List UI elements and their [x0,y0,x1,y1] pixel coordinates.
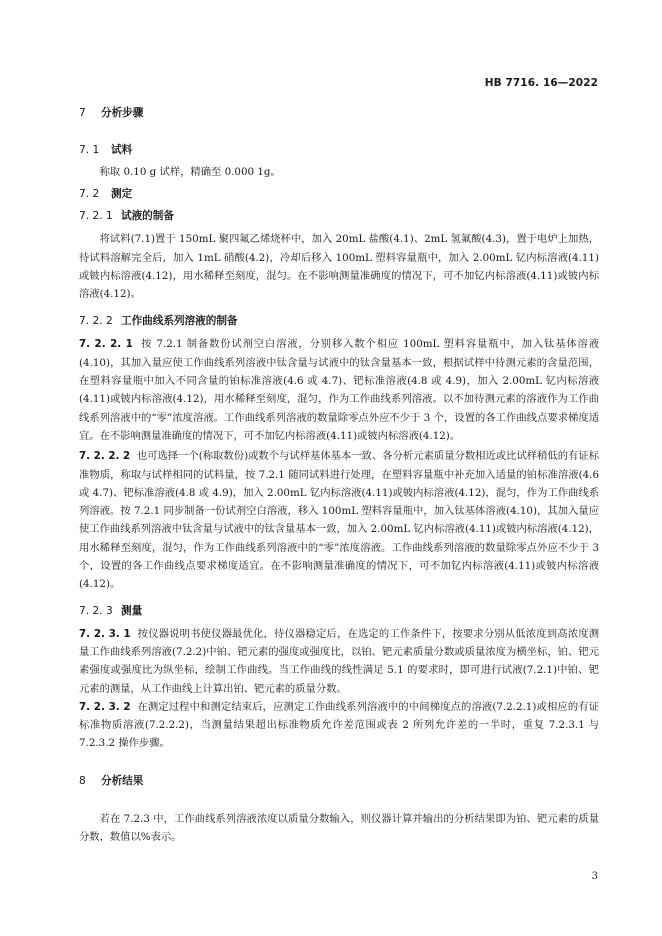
heading-title: 试料 [111,144,133,156]
clause-text: 按仪器说明书使仪器最优化，待仪器稳定后，在选定的工作条件下，按要求分别从低浓度到高浓度测量工作曲线系列溶液(7.2.2)中铂、钯元素的强度或强度比，以铂、钯元素质量分数或质量浓度为横坐标，铂、钯元素强度或强度比为纵坐标，绘制工作曲线。当工作曲线的线性满足 5.1 的要求时，即可进行试液(7.2.1)中铂、钯元素的测量，从工作曲线上计算出铂、钯元素的质量分数。 [79,627,600,695]
heading-7-2-3 [79,603,599,619]
clause-number: 7. 2. 3. 2 [79,700,131,713]
heading-title: 试液的制备 [121,210,174,223]
paragraph-7-2-1: 将试料(7.1)置于 150mL 聚四氟乙烯烧杯中，加入 20mL 盐酸(4.1)、2mL 氢氟酸(4.3)，置于电炉上加热，待试料溶解完全后，加入 1mL 硝酸(4.2)，冷却后移入 100mL 塑料容量瓶中，加入 2.00mL 钇内标溶液(4.11)或铍内标溶液(4.12)，用水稀释至刻度，混匀。在不影响测量准确度的情况下，可不加钇内标溶液(4.11)或铍内标溶液(4.12)。 [79,233,599,301]
page-number: 3 [591,871,598,882]
heading-number: 7. 2 [79,188,100,201]
heading-title: 工作曲线系列溶液的制备 [121,315,238,328]
standard-number: HB 7716. 16—2022 [484,77,598,89]
clause-text: 在测定过程中和测定结束后，应测定工作曲线系列溶液中的中间梯度点的溶液(7.2.2.1)或相应的有证标准物质溶液(7.2.2.2)，当测量结果超出标准物质允许差范围或表 2 所列允许差的一半时，重复 7.2.3.1 与 7.2.3.2 操作步骤。 [79,700,600,750]
paragraph-7-2-2-2 [79,447,599,593]
clause-text: 按 7.2.1 制备数份试剂空白溶液，分别移入数个相应 100mL 塑料容量瓶中，加入钛基体溶液(4.10)，其加入量应使工作曲线系列溶液中钛含量与试液中的钛含量基本一致，根据试样中待测元素的含量范围，在塑料容量瓶中加入不同含量的铂标准溶液(4.6 或 4.7)、钯标准溶液(4.8 或 4.9)，加入 2.00mL 钇内标溶液(4.11)或铍内标溶液(4.12)，用水稀释至刻度，混匀，作为工作曲线系列溶液。以不加待测元素的溶液作为工作曲线系列溶液中的“零”浓度溶液。工作曲线系列溶液的数量除零点外应不少于 3 个，设置的各工作曲线点要求梯度适宜。在不影响测量准确度的情况下，可不加钇内标溶液(4.11)或铍内标溶液(4.12)。 [79,338,600,442]
heading-number: 7. 2. 3 [79,604,113,617]
heading-number: 7. 1 [79,144,100,156]
paragraph-7-1: 称取 0.10 g 试样，精确至 0.000 1g。 [99,166,281,178]
clause-number: 7. 2. 3. 1 [79,627,131,640]
clause-text: 也可选择一个(称取数份)或数个与试样基体基本一致、各分析元素质量分数相近或比试样稍低的有证标准物质，称取与试样相同的试料量，按 7.2.1 随同试料进行处理，在塑料容量瓶中补充加入适量的铂标准溶液(4.6 或 4.7)、钯标准溶液(4.8 或 4.9)，加入 2.00mL 钇内标溶液(4.11)或铍内标溶液(4.12)，混匀，作为工作曲线系列溶液。按 7.2.1 同步制备一份试剂空白溶液，移入 100mL 塑料容量瓶中，加入钛基体溶液(4.10)，其加入量应使工作曲线系列溶液中钛含量与试液中的钛含量基本一致，加入 2.00mL 钇内标溶液(4.11)或铍内标溶液(4.12)，用水稀释至刻度，混匀，作为工作曲线系列溶液中的“零”浓度溶液。工作曲线系列溶液的数量除零点外应不少于 3 个，设置的各工作曲线点要求梯度适宜。在不影响测量准确度的情况下，可不加钇内标溶液(4.11)或铍内标溶液(4.12)。 [79,450,599,591]
paragraph-7-2-3-1 [79,625,599,698]
heading-title: 分析结果 [101,774,144,787]
heading-7 [79,105,599,121]
heading-title: 测定 [111,188,133,201]
heading-7-1 [79,142,599,158]
document-body [79,105,599,846]
heading-number: 8 [79,774,86,787]
paragraph-7-2-2-1 [79,335,599,445]
clause-number: 7. 2. 2. 1 [79,338,133,351]
heading-number: 7 [79,107,86,119]
heading-8 [79,773,599,789]
paragraph-7-2-3-2 [79,698,599,753]
heading-title: 分析步骤 [101,107,144,119]
heading-title: 测量 [121,604,143,617]
paragraph-8: 若在 7.2.3 中，工作曲线系列溶液浓度以质量分数输入，则仪器计算并输出的分析结果即为铂、钯元素的质量分数，数值以%表示。 [79,812,599,844]
heading-7-2-2 [79,313,599,329]
clause-number: 7. 2. 2. 2 [79,450,131,463]
heading-number: 7. 2. 1 [79,210,113,223]
heading-7-2-1 [79,208,599,224]
heading-number: 7. 2. 2 [79,315,113,328]
heading-7-2 [79,186,599,202]
